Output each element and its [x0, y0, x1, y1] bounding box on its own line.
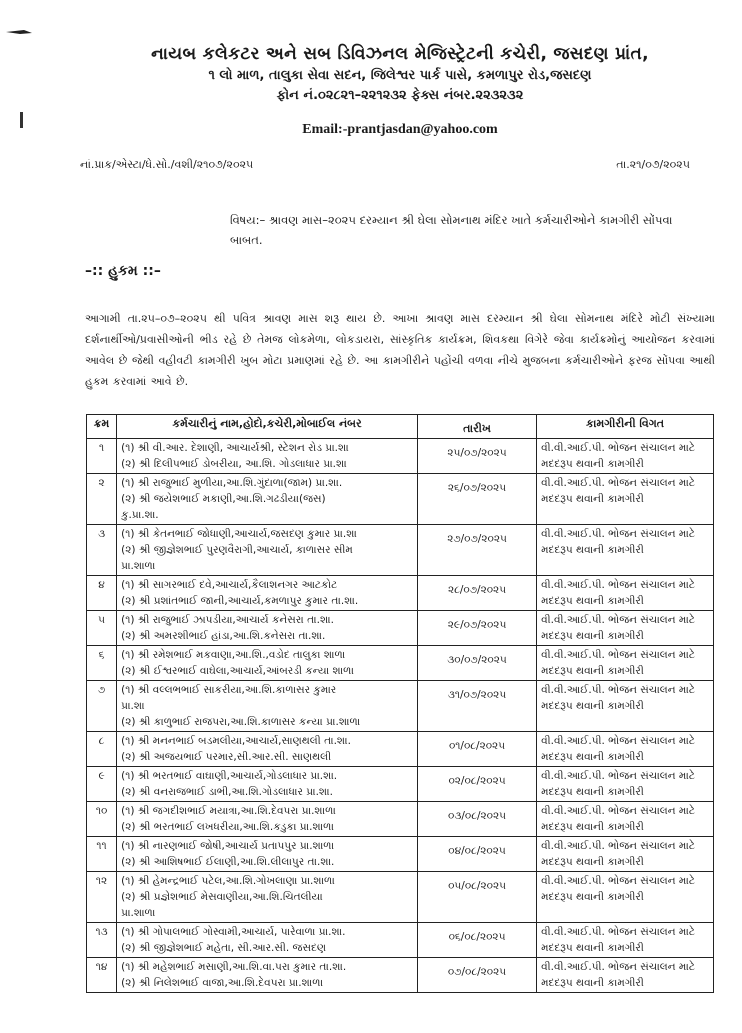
- row-date: ૨૭/૦૭/૨૦૨૫: [417, 525, 536, 576]
- employee-line: (૨) શ્રી દિલીપભાઈ ડોબરીયા, આ.શિ. ગોડલાધાર પ્રા.શા: [121, 458, 347, 470]
- reference-date: તા.૨૧/૦૭/૨૦૨૫: [616, 158, 690, 171]
- work-line: મદદરૂપ થવાની કામગીરી: [541, 700, 644, 712]
- work-line: વી.વી.આઈ.પી. ભોજન સંચાલન માટે: [541, 477, 695, 489]
- work-line: વી.વી.આઈ.પી. ભોજન સંચાલન માટે: [541, 926, 695, 938]
- row-serial: ૪: [87, 576, 117, 611]
- row-work: [537, 767, 714, 802]
- row-employees: [117, 439, 418, 474]
- row-employees: [117, 732, 418, 767]
- header-employee: કર્મચારીનું નામ,હોદો,કચેરી,મોબાઈલ નંબર: [117, 415, 418, 439]
- employee-line: (૨) શ્રી વનરાજભાઈ ડાભી,આ.શિ.ગોડલાધાર પ્રા.શા.: [121, 786, 333, 798]
- row-serial: ૨: [87, 474, 117, 525]
- row-date: ૨૫/૦૭/૨૦૨૫: [417, 439, 536, 474]
- row-employees: [117, 611, 418, 646]
- employee-line: (૧) શ્રી હેમન્દ્રભાઈ પટેલ,આ.શિ.ગોખલાણા પ્રા.શાળા: [121, 875, 335, 887]
- row-employees: [117, 802, 418, 837]
- row-date: ૨૯/૦૭/૨૦૨૫: [417, 611, 536, 646]
- row-employees: [117, 958, 418, 993]
- row-employees: [117, 576, 418, 611]
- work-line: વી.વી.આઈ.પી. ભોજન સંચાલન માટે: [541, 684, 695, 696]
- table-row: [87, 576, 714, 611]
- table-header-row: [87, 415, 714, 439]
- row-date: ૦૭/૦૮/૨૦૨૫: [417, 958, 536, 993]
- table-row: [87, 732, 714, 767]
- margin-mark: [20, 112, 23, 128]
- row-employees: [117, 646, 418, 681]
- table-row: [87, 923, 714, 958]
- work-line: મદદરૂપ થવાની કામગીરી: [541, 544, 644, 556]
- office-title: નાયબ કલેકટર અને સબ ડિવિઝનલ મેજિસ્ટ્રેટની કચેરી, જસદણ પ્રાંત,: [151, 44, 649, 64]
- employee-line: પ્રા.શા: [121, 700, 145, 712]
- order-paragraph: આગામી તા.૨૫–૦૭–૨૦૨૫ થી પવિત્ર શ્રાવણ માસ શરૂ થાય છે. આખા શ્રાવણ માસ દરમ્યાન શ્રી ઘેલા સોમનાથ મંદિરે મોટી સંખ્યામા દર્શનાર્થીઓ/પ્રવાસીઓની ભીડ રહે છે તેમજ લોકમેળા, લોકડાયરા, સાંસ્કૃતિક કાર્યક્રમ, શિવકથા વિગેરે જેવા કાર્યક્રમોનું આયોજન કરવામાં આવેલ છે જેથી વહીવટી કામગીરી ખુબ મોટા પ્રમાણમાં રહે છે. આ કામગીરીને પહોંચી વળવા નીચે મુજબના કર્મચારીઓને ફરજ સોંપવા આથી હુકમ કરવામાં આવે છે.: [85, 312, 715, 388]
- row-work: [537, 611, 714, 646]
- employee-line: (૨) શ્રી જયેશભાઈ મકાણી,આ.શિ.ગઢડીયા(જસ): [121, 493, 326, 505]
- work-line: મદદરૂપ થવાની કામગીરી: [541, 630, 644, 642]
- work-line: મદદરૂપ થવાની કામગીરી: [541, 977, 644, 989]
- row-date: ૩૧/૦૭/૨૦૨૫: [417, 681, 536, 732]
- row-serial: ૧૪: [87, 958, 117, 993]
- work-line: મદદરૂપ થવાની કામગીરી: [541, 786, 644, 798]
- work-line: મદદરૂપ થવાની કામગીરી: [541, 821, 644, 833]
- work-line: મદદરૂપ થવાની કામગીરી: [541, 891, 644, 903]
- row-work: [537, 439, 714, 474]
- employee-line: (૨) શ્રી ઈશ્વરભાઈ વાઘેલા,આચાર્ય,આંબરડી કન્યા શાળા: [121, 665, 354, 677]
- row-serial: ૮: [87, 732, 117, 767]
- row-date: ૩૦/૦૭/૨૦૨૫: [417, 646, 536, 681]
- work-line: વી.વી.આઈ.પી. ભોજન સંચાલન માટે: [541, 579, 695, 591]
- row-work: [537, 525, 714, 576]
- header-date: તારીખ: [417, 415, 536, 439]
- work-line: મદદરૂપ થવાની કામગીરી: [541, 595, 644, 607]
- work-line: વી.વી.આઈ.પી. ભોજન સંચાલન માટે: [541, 442, 695, 454]
- subject-label: વિષય:–: [230, 213, 266, 227]
- header-serial: ક્રમ: [87, 415, 117, 439]
- work-line: મદદરૂપ થવાની કામગીરી: [541, 751, 644, 763]
- row-serial: ૧૧: [87, 837, 117, 872]
- row-employees: [117, 923, 418, 958]
- employee-line: (૧) શ્રી મનનભાઈ બડમલીયા,આચાર્ય,સાણથલી તા.શા.: [121, 735, 351, 747]
- work-line: વી.વી.આઈ.પી. ભોજન સંચાલન માટે: [541, 770, 695, 782]
- row-work: [537, 802, 714, 837]
- row-serial: ૬: [87, 646, 117, 681]
- table-body: [87, 439, 714, 993]
- header-work: કામગીરીની વિગત: [537, 415, 714, 439]
- employee-line: પ્રા.શાળા: [121, 907, 156, 919]
- work-line: મદદરૂપ થવાની કામગીરી: [541, 856, 644, 868]
- employee-line: (૨) શ્રી અમરશીભાઈ હાંડા,આ.શિ.કનેસરા તા.શા.: [121, 630, 326, 642]
- employee-line: (૨) શ્રી આશિષભાઈ ઈલાણી,આ.શિ.લીલાપુર તા.શા.: [121, 856, 335, 868]
- row-work: [537, 646, 714, 681]
- row-work: [537, 958, 714, 993]
- work-line: વી.વી.આઈ.પી. ભોજન સંચાલન માટે: [541, 961, 695, 973]
- work-line: વી.વી.આઈ.પી. ભોજન સંચાલન માટે: [541, 735, 695, 747]
- employee-line: (૧) શ્રી વી.આર. દેશાણી, આચાર્યશ્રી, સ્ટેશન રોડ પ્રા.શા: [121, 442, 349, 454]
- employee-line: (૨) શ્રી કાળુભાઈ રાજપરા,આ.શિ.કાળાસર કન્યા પ્રા.શાળા: [121, 716, 361, 728]
- row-serial: ૫: [87, 611, 117, 646]
- reference-number: નાં.પ્રાક/એસ્ટા/ધે.સો./વશી/૨૧૦૭/૨૦૨૫: [80, 158, 254, 171]
- row-employees: [117, 837, 418, 872]
- row-work: [537, 923, 714, 958]
- row-date: ૦૨/૦૮/૨૦૨૫: [417, 767, 536, 802]
- office-email: Email:-prantjasdan@yahoo.com: [302, 122, 498, 137]
- row-employees: [117, 525, 418, 576]
- table-row: [87, 646, 714, 681]
- employee-line: (૧) શ્રી રાજુભાઈ ઝાપડીયા,આચાર્ય કનેસરા તા.શા.: [121, 614, 334, 626]
- duty-table: [86, 414, 714, 993]
- table-row: [87, 872, 714, 923]
- row-work: [537, 872, 714, 923]
- work-line: મદદરૂપ થવાની કામગીરી: [541, 665, 644, 677]
- employee-line: પ્રા.શાળા: [121, 560, 156, 572]
- employee-line: (૧) શ્રી વલ્લભભાઈ સાકરીયા,આ.શિ.કાળાસર કુમાર: [121, 684, 337, 696]
- row-serial: ૧૦: [87, 802, 117, 837]
- row-employees: [117, 872, 418, 923]
- employee-line: કુ.પ્રા.શા.: [121, 509, 159, 521]
- work-line: મદદરૂપ થવાની કામગીરી: [541, 942, 644, 954]
- scan-artifact-mark: [6, 28, 32, 36]
- employee-line: (૧) શ્રી ગોપાલભાઈ ગોસ્વામી,આચાર્ય, પારેવાળા પ્રા.શા.: [121, 926, 346, 938]
- row-date: ૦૩/૦૮/૨૦૨૫: [417, 802, 536, 837]
- employee-line: (૧) શ્રી મહેશભાઈ મસાણી,આ.શિ.વા.પરા કુમાર તા.શા.: [121, 961, 347, 973]
- row-work: [537, 732, 714, 767]
- office-phone: ફોન નં.૦૨૮૨૧–૨૨૧૨૩૨ ફેક્સ નંબર.૨૨૩૨૩૨: [276, 88, 524, 103]
- employee-line: (૧) શ્રી ભરતભાઈ વાઘાણી,આચાર્ય,ગોડલાધાર પ્રા.શા.: [121, 770, 338, 782]
- row-employees: [117, 474, 418, 525]
- row-serial: ૯: [87, 767, 117, 802]
- row-serial: ૧૩: [87, 923, 117, 958]
- work-line: વી.વી.આઈ.પી. ભોજન સંચાલન માટે: [541, 649, 695, 661]
- work-line: વી.વી.આઈ.પી. ભોજન સંચાલન માટે: [541, 875, 695, 887]
- table-row: [87, 837, 714, 872]
- row-serial: ૧: [87, 439, 117, 474]
- employee-line: (૨) શ્રી જીજ્ઞેશભાઈ મહેતા, સી.આર.સી. જસદણ: [121, 942, 326, 954]
- work-line: વી.વી.આઈ.પી. ભોજન સંચાલન માટે: [541, 805, 695, 817]
- work-line: વી.વી.આઈ.પી. ભોજન સંચાલન માટે: [541, 614, 695, 626]
- table-row: [87, 474, 714, 525]
- employee-line: (૧) શ્રી રમેશભાઈ મકવાણા,આ.શિ.,વડોદ તાલુકા શાળા: [121, 649, 346, 661]
- row-work: [537, 681, 714, 732]
- office-address: ૧ લો માળ, તાલુકા સેવા સદન, જિલેશ્વર પાર્ક પાસે, કમળાપુર રોડ,જસદણ: [208, 68, 592, 83]
- table-row: [87, 525, 714, 576]
- employee-line: (૧) શ્રી સાગરભાઈ દવે,આચાર્ય,કૈલાશનગર આટકોટ: [121, 579, 338, 591]
- row-serial: ૩: [87, 525, 117, 576]
- employee-line: (૧) શ્રી જગદીશભાઈ મયાત્રા,આ.શિ.દેવપરા પ્રા.શાળા: [121, 805, 336, 817]
- work-line: વી.વી.આઈ.પી. ભોજન સંચાલન માટે: [541, 528, 695, 540]
- employee-line: (૧) શ્રી નારણભાઈ જોષી,આચાર્ય પ્રતાપપુર પ્રા.શાળા: [121, 840, 335, 852]
- row-date: ૦૪/૦૮/૨૦૨૫: [417, 837, 536, 872]
- office-letterhead: [120, 42, 680, 154]
- row-work: [537, 474, 714, 525]
- table-row: [87, 681, 714, 732]
- work-line: વી.વી.આઈ.પી. ભોજન સંચાલન માટે: [541, 840, 695, 852]
- row-date: ૦૧/૦૮/૨૦૨૫: [417, 732, 536, 767]
- row-date: ૨૬/૦૭/૨૦૨૫: [417, 474, 536, 525]
- row-date: ૦૬/૦૮/૨૦૨૫: [417, 923, 536, 958]
- row-serial: ૭: [87, 681, 117, 732]
- table-row: [87, 802, 714, 837]
- row-date: ૦૫/૦૮/૨૦૨૫: [417, 872, 536, 923]
- table-row: [87, 439, 714, 474]
- row-work: [537, 576, 714, 611]
- row-date: ૨૮/૦૭/૨૦૨૫: [417, 576, 536, 611]
- employee-line: (૧) શ્રી રાજુભાઈ મુળીયા,આ.શિ.ગુંદાળા(જામ) પ્રા.શા.: [121, 477, 343, 489]
- employee-line: (૨) શ્રી પ્રજ્ઞેશભાઈ મેસવાણીયા,આ.શિ.ચિતલીયા: [121, 891, 323, 903]
- employee-line: (૨) શ્રી જીજ્ઞેશભાઈ પુરણવૈરાગી,આચાર્ય, કાળાસર સીમ: [121, 544, 353, 556]
- employee-line: (૨) શ્રી નિલેશભાઈ વાજા,આ.શિ.દેવપરા પ્રા.શાળા: [121, 977, 324, 989]
- subject-text: શ્રાવણ માસ–૨૦૨૫ દરમ્યાન શ્રી ઘેલા સોમનાથ મંદિર ખાતે કર્મચારીઓને કામગીરી સોંપવા બાબત.: [230, 213, 673, 247]
- table-row: [87, 611, 714, 646]
- order-heading: –:: હુકમ ::–: [85, 263, 161, 279]
- employee-line: (૨) શ્રી ભરતભાઈ લખધરીયા,આ.શિ.કડુકા પ્રા.શાળા: [121, 821, 334, 833]
- row-serial: ૧૨: [87, 872, 117, 923]
- row-employees: [117, 681, 418, 732]
- employee-line: (૧) શ્રી કેતનભાઈ જોધાણી,આચાર્ય,જસદણ કુમાર પ્રા.શા: [121, 528, 357, 540]
- work-line: મદદરૂપ થવાની કામગીરી: [541, 458, 644, 470]
- employee-line: (૨) શ્રી અજયભાઈ પરમાર,સી.આર.સી. સાણથલી: [121, 751, 332, 763]
- subject-line: [230, 210, 680, 250]
- work-line: મદદરૂપ થવાની કામગીરી: [541, 493, 644, 505]
- table-row: [87, 767, 714, 802]
- table-row: [87, 958, 714, 993]
- row-employees: [117, 767, 418, 802]
- employee-line: (૨) શ્રી પ્રશાંતભાઈ જાની,આચાર્ય,કમળાપુર કુમાર તા.શા.: [121, 595, 359, 607]
- row-work: [537, 837, 714, 872]
